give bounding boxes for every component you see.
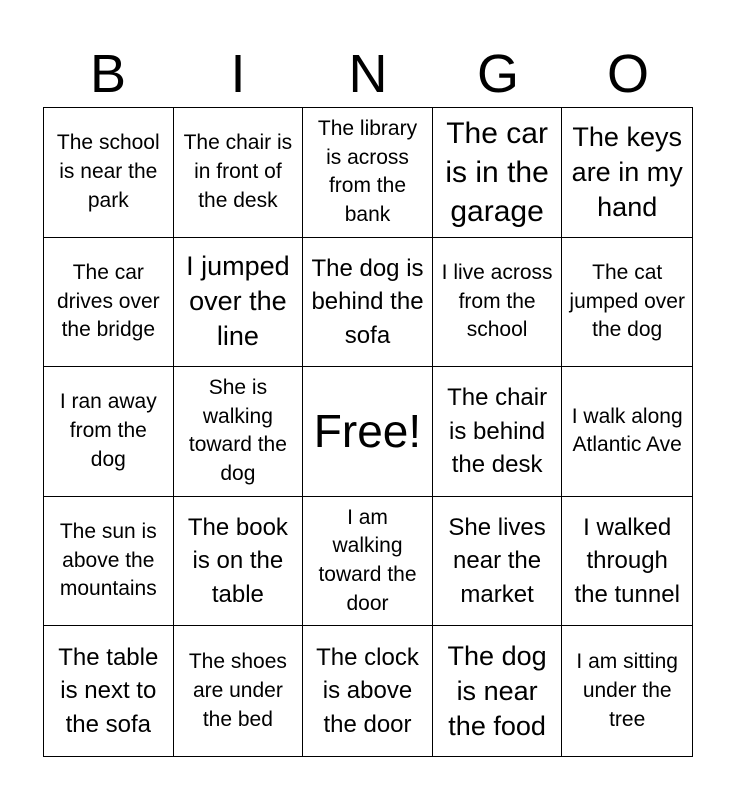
header-letter-i: I: [230, 44, 246, 104]
cell-text: I jumped over the line: [186, 251, 290, 352]
cell-text: She lives near the market: [448, 513, 546, 608]
bingo-cell[interactable]: [174, 367, 304, 497]
cell-text: I live across from the school: [441, 260, 553, 342]
bingo-board: [43, 107, 693, 757]
cell-text: I am sitting under the tree: [576, 650, 678, 731]
cell-text: The chair is in front of the desk: [183, 131, 293, 212]
cell-text: The car is in the garage: [445, 116, 549, 228]
cell-text: The chair is behind the desk: [447, 384, 548, 479]
header-letter-n: N: [348, 44, 388, 104]
bingo-cell[interactable]: [174, 238, 304, 368]
cell-text: The car drives over the bridge: [56, 260, 160, 342]
bingo-cell[interactable]: [433, 238, 563, 368]
bingo-cell[interactable]: [44, 108, 174, 238]
cell-text: The table is next to the sofa: [58, 643, 159, 738]
bingo-cell[interactable]: [433, 626, 563, 756]
bingo-cell[interactable]: [44, 367, 174, 497]
bingo-cell[interactable]: [174, 108, 304, 238]
cell-text: She is walking toward the dog: [188, 375, 287, 486]
bingo-cell[interactable]: [433, 367, 563, 497]
free-cell[interactable]: [303, 367, 433, 497]
cell-text: The keys are in my hand: [571, 121, 683, 222]
cell-text: I ran away from the dog: [59, 390, 157, 471]
cell-text: I am walking toward the door: [318, 505, 417, 615]
cell-text: The cat jumped over the dog: [569, 260, 685, 342]
free-label: Free!: [313, 405, 422, 458]
bingo-header: [43, 40, 693, 108]
bingo-cell[interactable]: [303, 626, 433, 756]
cell-text: The sun is above the mountains: [59, 519, 157, 601]
bingo-cell[interactable]: [174, 626, 304, 756]
cell-text: I walk along Atlantic Ave: [571, 404, 683, 457]
bingo-cell[interactable]: [562, 367, 692, 497]
bingo-cell[interactable]: [562, 108, 692, 238]
bingo-cell[interactable]: [44, 238, 174, 368]
cell-text: The shoes are under the bed: [188, 650, 287, 731]
bingo-cell[interactable]: [433, 497, 563, 627]
bingo-cell[interactable]: [562, 238, 692, 368]
bingo-cell[interactable]: [303, 497, 433, 627]
bingo-cell[interactable]: [44, 497, 174, 627]
cell-text: The school is near the park: [56, 131, 160, 212]
bingo-cell[interactable]: [562, 497, 692, 627]
header-letter-g: G: [476, 44, 519, 104]
bingo-cell[interactable]: [562, 626, 692, 756]
cell-text: The clock is above the door: [316, 643, 419, 738]
cell-text: The library is across from the bank: [317, 116, 418, 227]
cell-text: The dog is near the food: [447, 640, 547, 741]
header-letter-o: O: [606, 44, 649, 104]
bingo-cell[interactable]: [44, 626, 174, 756]
cell-text: I walked through the tunnel: [574, 513, 680, 608]
bingo-cell[interactable]: [303, 238, 433, 368]
header-letter-b: B: [89, 44, 127, 104]
bingo-cell[interactable]: [303, 108, 433, 238]
cell-text: The dog is behind the sofa: [311, 254, 424, 349]
bingo-cell[interactable]: [433, 108, 563, 238]
cell-text: The book is on the table: [187, 513, 288, 608]
bingo-cell[interactable]: [174, 497, 304, 627]
